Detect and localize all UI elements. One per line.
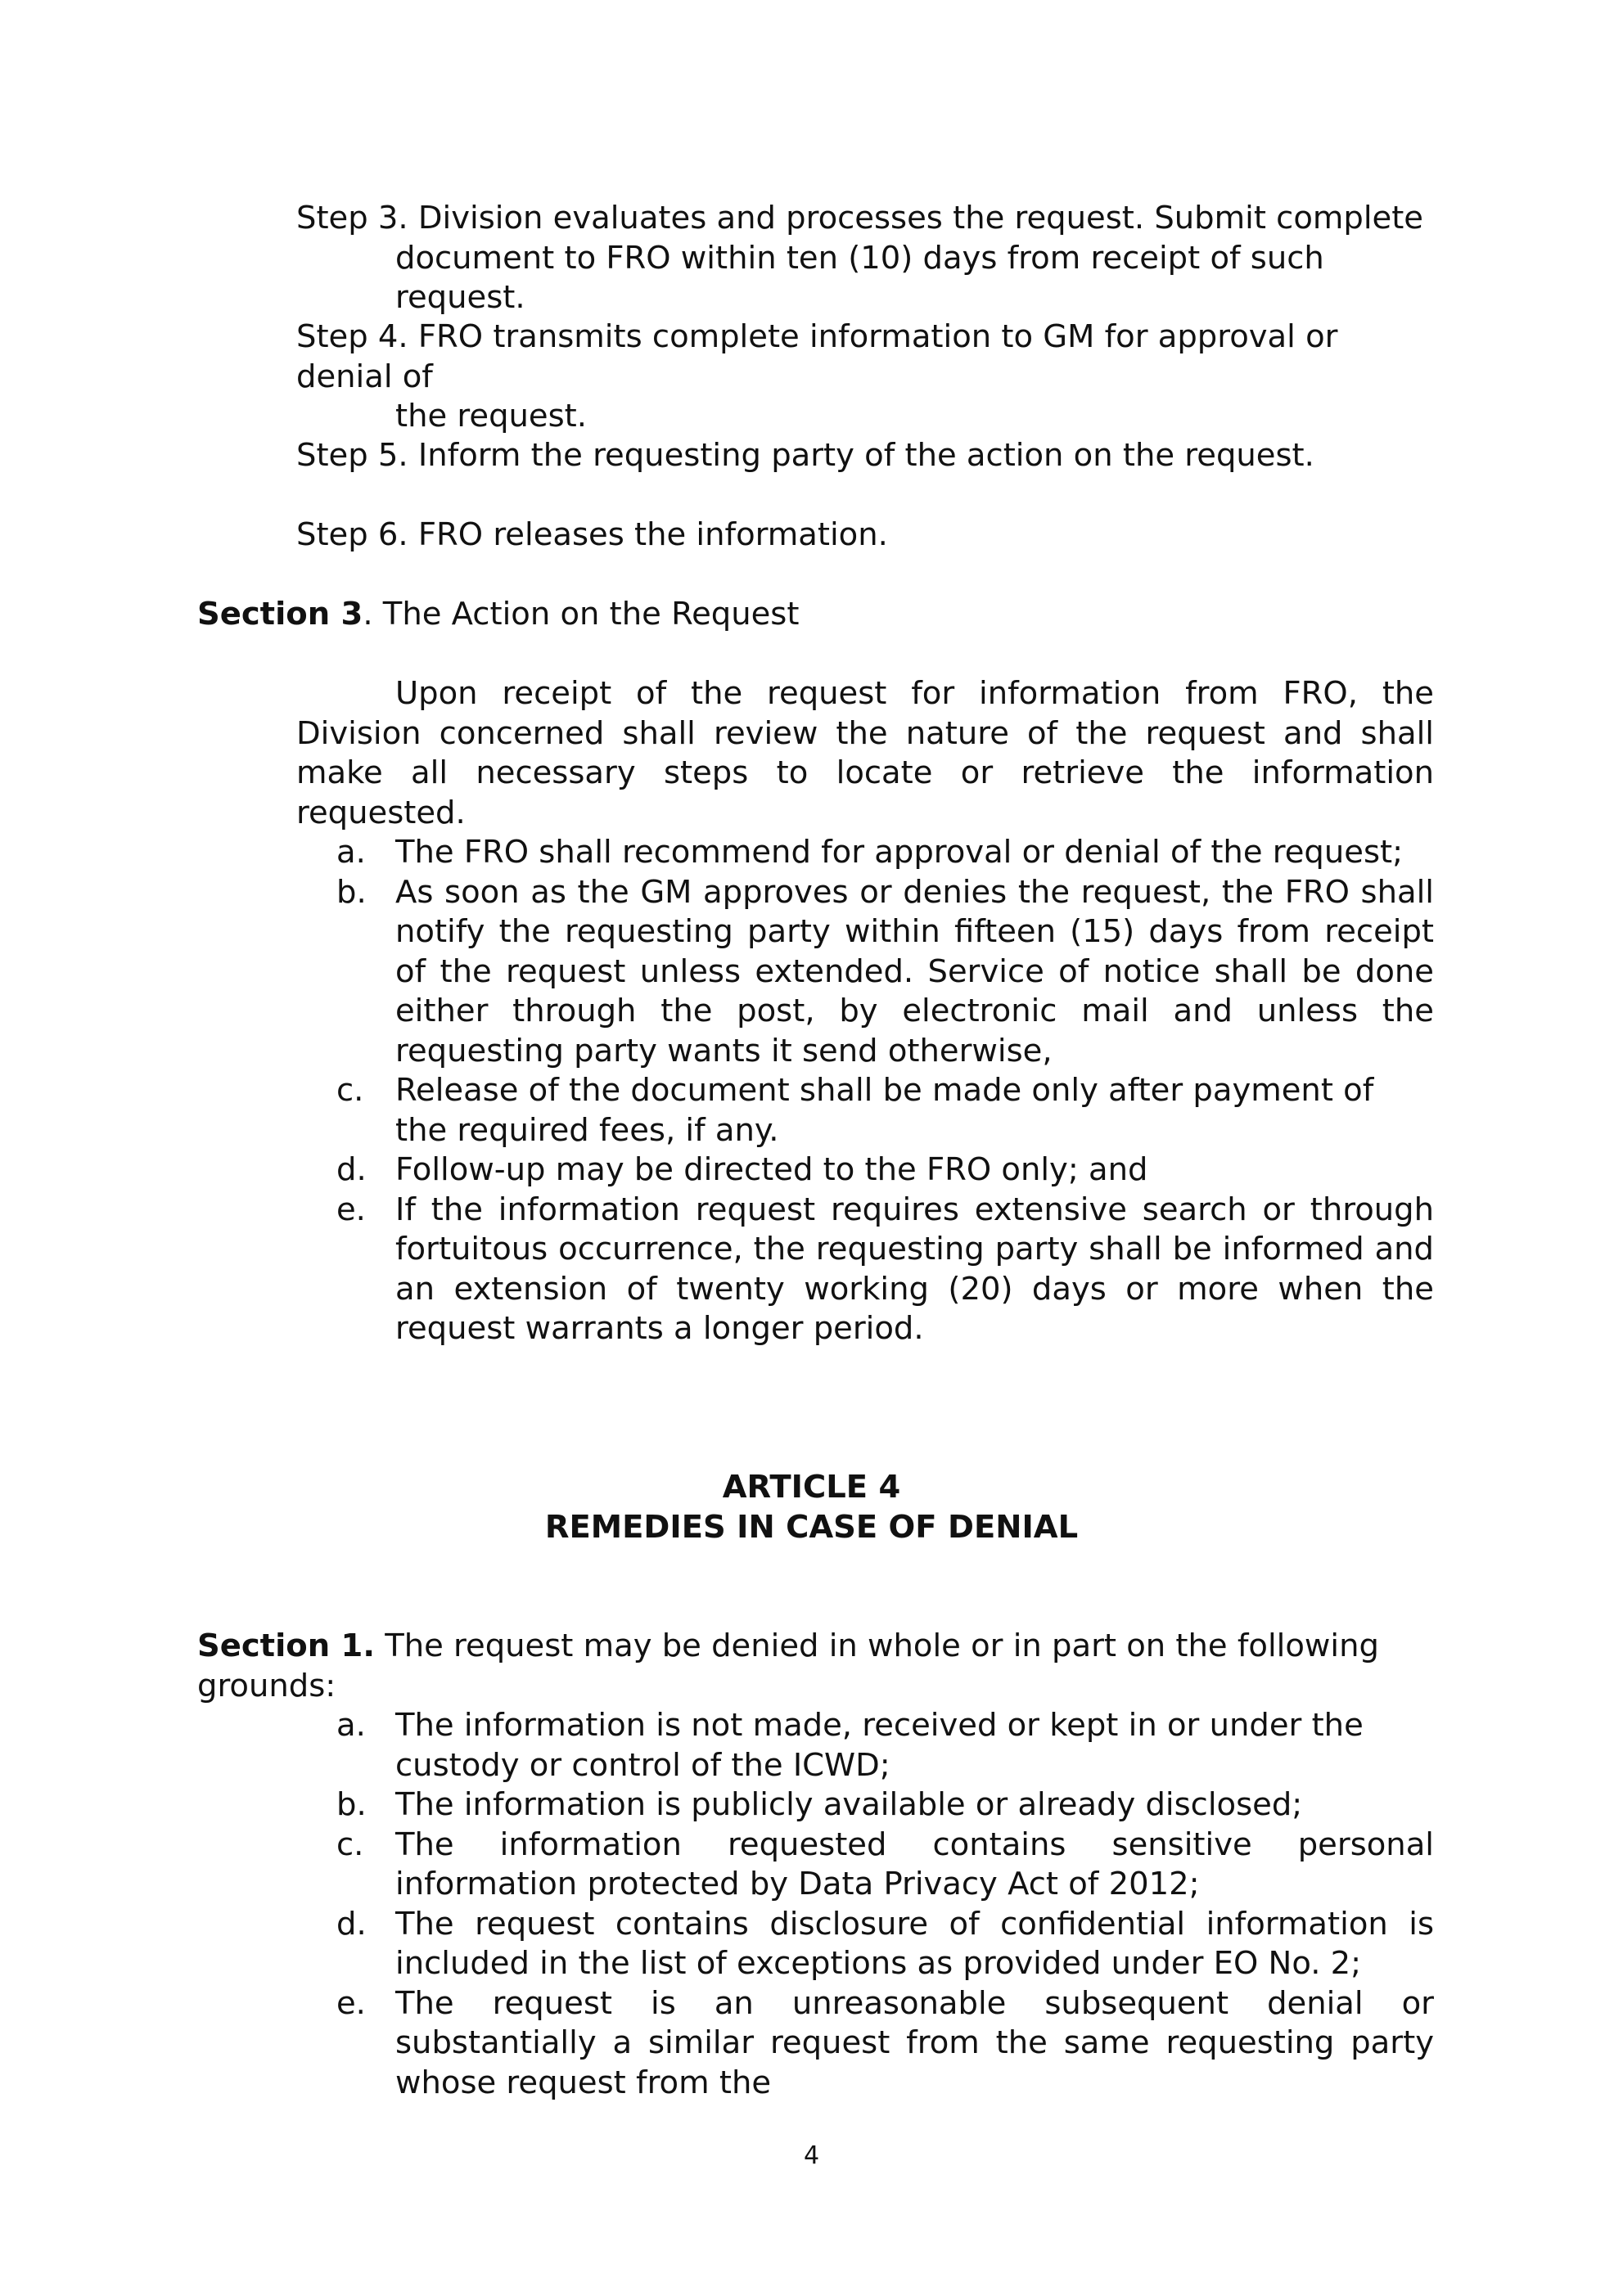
list-item xyxy=(296,1905,1434,1984)
list-item xyxy=(296,1150,1434,1191)
list-item xyxy=(296,1826,1434,1905)
list-marker: a. xyxy=(336,1707,366,1744)
list-item-text: If the information request requires extensive search or through fortuitous occurrence, the requesting party shall be informed and an extension of twenty working (20) days or more when the request warrants a longer period. xyxy=(395,1191,1434,1347)
list-marker: c. xyxy=(336,1072,364,1109)
section-title: . The Action on the Request xyxy=(363,596,800,633)
step-label: Step 3. xyxy=(296,200,408,236)
list-item-text: The information is not made, received or kept in or under the custody or control of the ICWD; xyxy=(395,1707,1364,1784)
step-text: Division evaluates and processes the request. Submit complete xyxy=(417,200,1423,236)
step-text-continued: document to FRO within ten (10) days from receipt of such request. xyxy=(395,239,1324,316)
step-6 xyxy=(296,515,1442,556)
section-1-list xyxy=(296,1706,1434,2103)
step-text: FRO transmits complete information to GM for approval or denial of xyxy=(296,318,1338,395)
list-item xyxy=(296,1785,1434,1826)
section-3-paragraph: Upon receipt of the request for information from FRO, the Division concerned shall review the nature of the request and shall make all necessary steps to locate or retrieve the information requested. xyxy=(296,675,1434,831)
step-label: Step 4. xyxy=(296,318,408,355)
page-number: 4 xyxy=(803,2141,820,2170)
list-item-text: Release of the document shall be made only after payment of the required fees, if any. xyxy=(395,1072,1374,1149)
list-marker: e. xyxy=(336,1191,366,1228)
step-3 xyxy=(296,199,1442,318)
list-item xyxy=(296,833,1434,873)
list-item xyxy=(296,873,1434,1072)
list-item xyxy=(296,1191,1434,1349)
section-label: Section 3 xyxy=(197,596,363,633)
section-3-heading xyxy=(197,595,1474,635)
list-item-text: Follow-up may be directed to the FRO only; and xyxy=(395,1151,1148,1188)
list-marker: b. xyxy=(336,1786,367,1823)
section-title: The request may be denied in whole or in part on the following grounds: xyxy=(197,1627,1379,1704)
section-1-heading xyxy=(197,1627,1474,1706)
step-5 xyxy=(296,436,1442,476)
list-marker: b. xyxy=(336,873,367,911)
article-number: ARTICLE 4 xyxy=(722,1469,901,1506)
list-marker: d. xyxy=(336,1905,367,1943)
list-item xyxy=(296,1071,1434,1150)
list-marker: c. xyxy=(336,1826,364,1863)
list-marker: e. xyxy=(336,1984,366,2022)
article-title: REMEDIES IN CASE OF DENIAL xyxy=(544,1509,1079,1546)
list-item xyxy=(296,1706,1434,1785)
list-item-text: The request is an unreasonable subsequent denial or substantially a similar request from the same requesting party whose request from the xyxy=(395,1984,1434,2101)
step-text-continued: the request. xyxy=(395,398,588,434)
list-item-text: The information requested contains sensitive personal information protected by Data Privacy Act of 2012; xyxy=(395,1826,1434,1902)
list-item-text: As soon as the GM approves or denies the request, the FRO shall notify the requesting party within fifteen (15) days from receipt of the request unless extended. Service of notice shall be done either through the post, by electronic mail and unless the requesting party wants it send otherwise, xyxy=(395,873,1434,1069)
section-3-list xyxy=(296,833,1434,1349)
step-label: Step 5. xyxy=(296,437,408,474)
step-label: Step 6. xyxy=(296,516,408,553)
step-4 xyxy=(296,317,1442,437)
list-item-text: The FRO shall recommend for approval or denial of the request; xyxy=(395,834,1404,871)
step-text: Inform the requesting party of the action on the request. xyxy=(417,437,1314,474)
list-marker: d. xyxy=(336,1151,367,1188)
section-label: Section 1. xyxy=(197,1627,375,1664)
list-marker: a. xyxy=(336,834,366,871)
step-text: FRO releases the information. xyxy=(417,516,888,553)
list-item-text: The request contains disclosure of confidential information is included in the list of exceptions as provided under EO No. 2; xyxy=(395,1905,1434,1982)
list-item xyxy=(296,1984,1434,2104)
list-item-text: The information is publicly available or already disclosed; xyxy=(395,1786,1303,1823)
